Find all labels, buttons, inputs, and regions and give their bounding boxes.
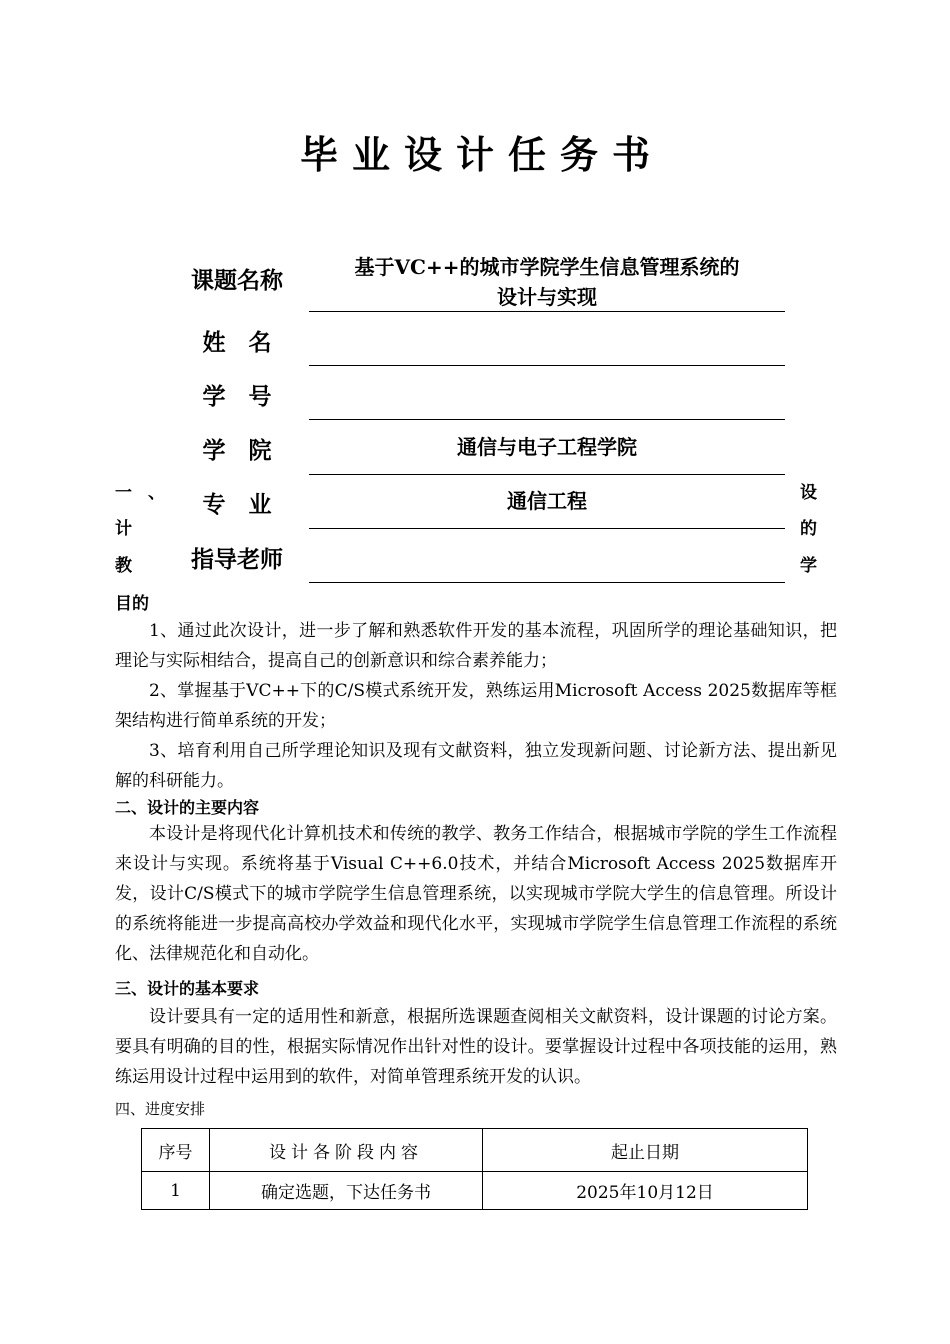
section3-paragraph: 设计要具有一定的适用性和新意，根据所选课题查阅相关文献资料，设计课题的讨论方案。要具有明确的目的性，根据实际情况作出针对性的设计。要掌握设计过程中各项技能的运用，熟练运用设计过程中运用到的软件，对简单管理系统开发的认识。: [115, 1007, 837, 1087]
section1-fragment-xue: 学: [800, 556, 817, 576]
advisor-label: 指导老师: [191, 547, 283, 573]
section2-heading: 二、设计的主要内容: [115, 798, 260, 817]
section1-fragment-ji: 计: [115, 519, 132, 539]
name-label: 姓 名: [202, 330, 272, 356]
student-id-label: 学 号: [202, 384, 272, 410]
student-id-underline: [309, 419, 785, 420]
topic-value-line2: 设计与实现: [497, 285, 597, 309]
header-no: 序号: [142, 1129, 210, 1172]
row-date: 2025年10月12日: [483, 1172, 808, 1210]
college-value: 通信与电子工程学院: [457, 435, 637, 459]
topic-value: [310, 252, 784, 312]
college-label: 学 院: [202, 438, 272, 464]
major-underline: [309, 528, 785, 529]
section1-fragment-jiao: 教: [115, 556, 132, 576]
row-content: 确定选题，下达任务书: [210, 1172, 483, 1210]
section1-fragment-de: 的: [800, 519, 817, 539]
major-value: 通信工程: [507, 489, 587, 513]
topic-underline: [309, 311, 785, 312]
advisor-underline: [309, 582, 785, 583]
table-row: [142, 1172, 808, 1210]
section1-fragment-she: 设: [800, 483, 817, 503]
college-underline: [309, 474, 785, 475]
document-title: 毕业设计任务书: [299, 133, 664, 177]
section3-heading: 三、设计的基本要求: [115, 979, 260, 998]
section1-paragraph-2: 2、掌握基于VC++下的C/S模式系统开发，熟练运用Microsoft Access 2025数据库等框架结构进行简单系统的开发；: [115, 681, 837, 731]
topic-value-line1: 基于VC++的城市学院学生信息管理系统的: [354, 255, 740, 279]
section1-fragment-mudi: 目的: [115, 594, 149, 614]
major-label: 专 业: [202, 492, 272, 518]
header-content: 设计各阶段内容: [210, 1129, 483, 1172]
section1-fragment-dun: 、: [148, 483, 165, 503]
section1-paragraph-3: 3、培育利用自己所学理论知识及现有文献资料，独立发现新问题、讨论新方法、提出新见解的科研能力。: [115, 741, 837, 791]
section4-heading: 四、进度安排: [115, 1100, 206, 1118]
section2-paragraph: 本设计是将现代化计算机技术和传统的教学、教务工作结合，根据城市学院的学生工作流程来设计与实现。系统将基于Visual C++6.0技术，并结合Microsoft Access 2025数据库开发，设计C/S模式下的城市学院学生信息管理系统，以实现城市学院大学生的信息管理。所设计的系统将能进一步提高高校办学效益和现代化水平，实现城市学院学生信息管理工作流程的系统化、法律规范化和自动化。: [115, 824, 837, 964]
section1-fragment-yi: 一: [115, 483, 132, 503]
header-date: 起止日期: [483, 1129, 808, 1172]
section1-paragraph-1: 1、通过此次设计，进一步了解和熟悉软件开发的基本流程，巩固所学的理论基础知识，把理论与实际相结合，提高自己的创新意识和综合素养能力；: [115, 621, 837, 671]
schedule-table: [141, 1128, 808, 1210]
topic-label: 课题名称: [191, 268, 283, 294]
schedule-header-row: [142, 1129, 808, 1172]
name-underline: [309, 365, 785, 366]
row-no: 1: [142, 1172, 210, 1210]
